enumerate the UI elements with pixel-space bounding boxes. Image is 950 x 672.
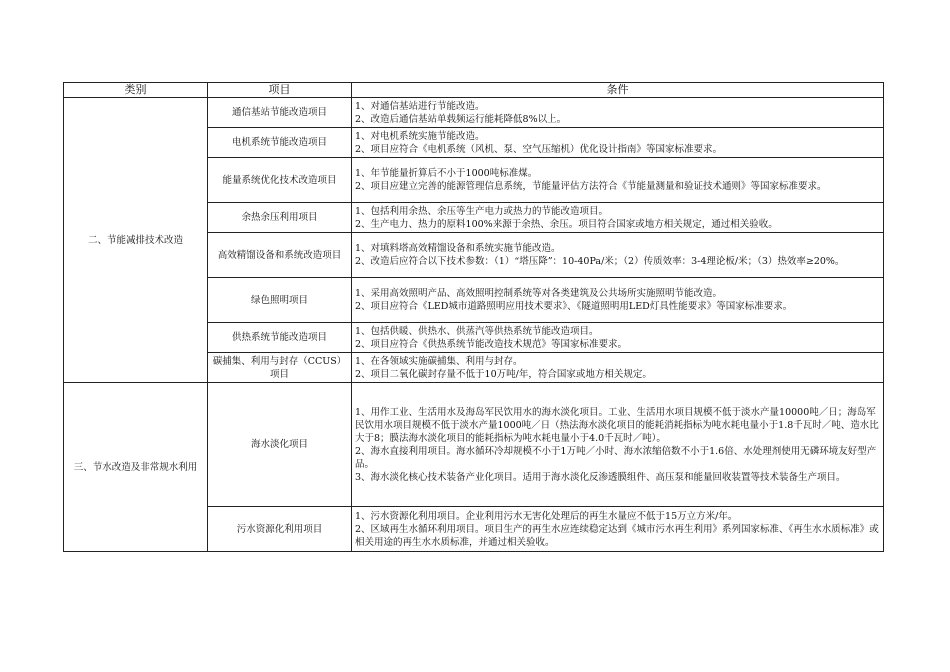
- item-cell: 污水资源化利用项目: [208, 507, 352, 552]
- condition-cell: [352, 353, 884, 383]
- condition-line: 1、对通信基站进行节能改造。: [355, 100, 485, 112]
- category-cell: 三、节水改造及非常规水利用: [64, 383, 208, 552]
- condition-line: 2、海水直接利用项目。海水循环冷却规模不小于1万吨／小时、海水浓缩倍数不小于1.6倍、水处理剂使用无磷环境友好型产品。: [355, 445, 877, 470]
- condition-line: 1、对填料塔高效精馏设备和系统实施节能改造。: [355, 243, 561, 254]
- condition-line: 2、项目应符合《LED城市道路照明应用技术要求》、《隧道照明用LED灯具性能要求》等国家标准要求。: [355, 301, 793, 312]
- condition-line: 2、项目应符合《电机系统（风机、泵、空气压缩机）优化设计指南》等国家标准要求。: [355, 143, 723, 155]
- item-cell: 余热余压利用项目: [208, 203, 352, 233]
- condition-line: 2、项目应建立完善的能源管理信息系统，节能量评估方法符合《节能量测量和验证技术通则》等国家标准要求。: [355, 181, 827, 192]
- item-cell: 能量系统优化技术改造项目: [208, 158, 352, 203]
- condition-line: 1、包括利用余热、余压等生产电力或热力的节能改造项目。: [355, 205, 609, 217]
- condition-line: 2、改造后通信基站单载频运行能耗降低8%以上。: [355, 113, 567, 125]
- item-cell: 碳捕集、利用与封存（CCUS）项目: [208, 353, 352, 383]
- header-category: 类别: [64, 83, 208, 98]
- item-cell: 电机系统节能改造项目: [208, 128, 352, 158]
- condition-line: 2、区域再生水循环利用项目。项目生产的再生水应连续稳定达到《城市污水再生利用》系列国家标准、《再生水水质标准》或相关用途的再生水水质标准，并通过相关验收。: [355, 523, 879, 548]
- item-cell: 高效精馏设备和系统改造项目: [208, 233, 352, 278]
- table-header-row: [64, 83, 884, 98]
- condition-line: 2、项目应符合《供热系统节能改造技术规范》等国家标准要求。: [355, 338, 628, 350]
- condition-line: 3、海水淡化核心技术装备产业化项目。适用于海水淡化反渗透膜组件、高压泵和能量回收装置等技术装备生产项目。: [355, 471, 846, 483]
- item-cell: 通信基站节能改造项目: [208, 98, 352, 128]
- condition-line: 1、污水资源化利用项目。企业利用污水无害化处理后的再生水量应不低于15万立方米/年。: [355, 510, 738, 522]
- condition-line: 2、项目二氧化碳封存量不低于10万吨/年，符合国家或地方相关规定。: [355, 368, 652, 380]
- item-cell: 绿色照明项目: [208, 278, 352, 323]
- condition-cell: [352, 278, 884, 323]
- condition-line: 1、年节能量折算后不小于1000吨标准煤。: [355, 168, 538, 179]
- condition-cell: [352, 383, 884, 507]
- condition-line: 1、对电机系统实施节能改造。: [355, 130, 485, 142]
- conditions-table: [63, 82, 884, 552]
- condition-cell: [352, 203, 884, 233]
- condition-cell: [352, 233, 884, 278]
- table-row: [64, 98, 884, 128]
- condition-line: 2、改造后应符合以下技术参数：（1）“塔压降”：10-40Pa/米；（2）传质效率：3-4理论板/米；（3）热效率≥20%。: [355, 256, 845, 267]
- condition-cell: [352, 128, 884, 158]
- item-cell: 供热系统节能改造项目: [208, 323, 352, 353]
- item-cell: 海水淡化项目: [208, 383, 352, 507]
- category-cell: 二、节能减排技术改造: [64, 98, 208, 383]
- condition-cell: [352, 507, 884, 552]
- condition-line: 1、采用高效照明产品、高效照明控制系统等对各类建筑及公共场所实施照明节能改造。: [355, 288, 723, 299]
- header-condition: 条件: [352, 83, 884, 98]
- condition-line: 1、在各领域实施碳捕集、利用与封存。: [355, 355, 523, 367]
- condition-cell: [352, 98, 884, 128]
- condition-line: 1、用作工业、生活用水及海岛军民饮用水的海水淡化项目。工业、生活用水项目规模不低于淡水产量10000吨／日；海岛军民饮用水项目规模不低于淡水产量1000吨／日（热法海水淡化项目的能耗消耗指标为吨水耗电量小于1.8千瓦时／吨、造水比大于8；膜法海水淡化项目的能耗指标为吨水耗电量小于4.0千瓦时／吨）。: [355, 406, 879, 444]
- condition-cell: [352, 158, 884, 203]
- header-item: 项目: [208, 83, 352, 98]
- condition-line: 1、包括供暖、供热水、供蒸汽等供热系统节能改造项目。: [355, 325, 599, 337]
- condition-line: 2、生产电力、热力的原料100%来源于余热、余压。项目符合国家或地方相关规定，通过相关验收。: [355, 218, 778, 230]
- table-row: [64, 383, 884, 507]
- condition-cell: [352, 323, 884, 353]
